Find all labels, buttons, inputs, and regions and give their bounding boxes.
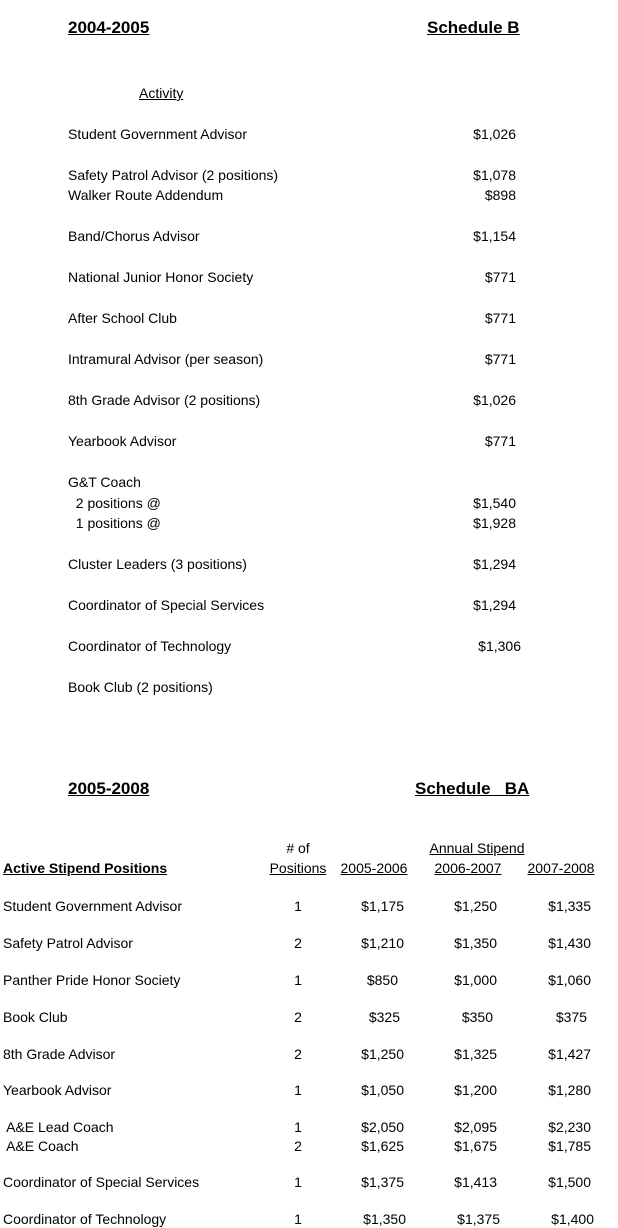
year-2007-2008-header: 2007-2008 xyxy=(527,860,595,876)
s1-row-label: After School Club xyxy=(68,310,177,326)
s2-row-positions: 1 xyxy=(294,1211,302,1227)
s2-row-positions: 2 xyxy=(294,935,302,951)
s2-row-positions: 1 xyxy=(294,1119,302,1135)
s2-row-2007-2008: $1,335 xyxy=(548,898,591,914)
s1-row-value: $771 xyxy=(484,433,516,449)
s2-row-2005-2006: $1,175 xyxy=(361,898,404,914)
s2-row-2005-2006: $1,210 xyxy=(361,935,404,951)
s1-row-label: Book Club (2 positions) xyxy=(68,679,213,695)
s2-row-2006-2007: $2,095 xyxy=(454,1119,497,1135)
s2-row-2006-2007: $1,375 xyxy=(457,1211,500,1227)
positions-header: Positions xyxy=(269,860,327,876)
s1-row-label: G&T Coach xyxy=(68,474,141,490)
s2-row-label: Coordinator of Technology xyxy=(3,1211,167,1227)
s2-row-positions: 2 xyxy=(294,1138,302,1154)
s1-row-label: Coordinator of Technology xyxy=(68,638,232,654)
s2-row-2005-2006: $1,050 xyxy=(361,1082,404,1098)
s2-row-2007-2008: $1,400 xyxy=(551,1211,594,1227)
section2-year-heading: 2005-2008 xyxy=(68,779,150,798)
section1-schedule-heading: Schedule B xyxy=(427,18,520,37)
s2-row-2007-2008: $375 xyxy=(555,1009,587,1025)
s1-row-value: $1,294 xyxy=(473,556,516,572)
s2-row-label: Coordinator of Special Services xyxy=(3,1174,200,1190)
s1-row-value: $1,294 xyxy=(473,597,516,613)
s1-row-label: 2 positions @ xyxy=(68,495,161,511)
s1-row-label: Walker Route Addendum xyxy=(68,187,224,203)
s1-row-value: $771 xyxy=(484,269,516,285)
s2-row-label: Yearbook Advisor xyxy=(3,1082,112,1098)
s1-row-label: Intramural Advisor (per season) xyxy=(68,351,264,367)
s1-row-value: $1,928 xyxy=(473,515,516,531)
s1-row-label: Cluster Leaders (3 positions) xyxy=(68,556,247,572)
s2-row-2006-2007: $1,675 xyxy=(454,1138,497,1154)
s1-row-value: $1,154 xyxy=(473,228,516,244)
section1-activity-header: Activity xyxy=(139,85,184,101)
s2-row-2005-2006: $1,350 xyxy=(363,1211,406,1227)
s1-row-label: Band/Chorus Advisor xyxy=(68,228,200,244)
s1-row-value: $898 xyxy=(484,187,516,203)
active-stipend-positions-header: Active Stipend Positions xyxy=(3,860,168,876)
s2-row-2006-2007: $1,325 xyxy=(454,1046,497,1062)
s2-row-2006-2007: $1,250 xyxy=(454,898,497,914)
s2-row-2007-2008: $1,060 xyxy=(548,972,591,988)
s2-row-label: 8th Grade Advisor xyxy=(3,1046,116,1062)
s2-row-2007-2008: $1,427 xyxy=(548,1046,591,1062)
s2-row-2006-2007: $1,200 xyxy=(454,1082,497,1098)
s1-row-label: Coordinator of Special Services xyxy=(68,597,265,613)
s1-row-value: $771 xyxy=(484,310,516,326)
s2-row-label: Student Government Advisor xyxy=(3,898,182,914)
s2-row-2006-2007: $1,350 xyxy=(454,935,497,951)
s2-row-2006-2007: $1,000 xyxy=(454,972,497,988)
s2-row-2006-2007: $1,413 xyxy=(454,1174,497,1190)
s1-row-label: 8th Grade Advisor (2 positions) xyxy=(68,392,261,408)
s1-row-label: Safety Patrol Advisor (2 positions) xyxy=(68,167,279,183)
s2-row-2005-2006: $325 xyxy=(368,1009,400,1025)
s2-row-2007-2008: $2,230 xyxy=(548,1119,591,1135)
s2-row-2007-2008: $1,430 xyxy=(548,935,591,951)
s2-row-2005-2006: $1,625 xyxy=(361,1138,404,1154)
s1-row-value: $771 xyxy=(484,351,516,367)
s2-row-positions: 2 xyxy=(294,1046,302,1062)
s2-row-label: Book Club xyxy=(3,1009,68,1025)
s2-row-label: A&E Coach xyxy=(3,1138,79,1154)
num-of-header: # of xyxy=(286,840,310,856)
s2-row-2005-2006: $850 xyxy=(366,972,398,988)
s2-row-2005-2006: $2,050 xyxy=(361,1119,404,1135)
annual-stipend-header: Annual Stipend xyxy=(429,840,525,856)
s2-row-2007-2008: $1,500 xyxy=(548,1174,591,1190)
s2-row-label: Safety Patrol Advisor xyxy=(3,935,133,951)
s2-row-2007-2008: $1,280 xyxy=(548,1082,591,1098)
s1-row-label: Yearbook Advisor xyxy=(68,433,177,449)
s2-row-2006-2007: $350 xyxy=(461,1009,493,1025)
s1-row-value: $1,078 xyxy=(473,167,516,183)
s1-row-value: $1,540 xyxy=(473,495,516,511)
s2-row-positions: 1 xyxy=(294,898,302,914)
s2-row-2005-2006: $1,250 xyxy=(361,1046,404,1062)
year-2005-2006-header: 2005-2006 xyxy=(340,860,408,876)
s2-row-label: Panther Pride Honor Society xyxy=(3,972,181,988)
s2-row-positions: 1 xyxy=(294,1082,302,1098)
section2-schedule-heading: Schedule BA xyxy=(415,779,530,798)
s1-row-label: National Junior Honor Society xyxy=(68,269,254,285)
s2-row-label: A&E Lead Coach xyxy=(3,1119,114,1135)
s2-row-positions: 1 xyxy=(294,972,302,988)
s1-row-value: $1,026 xyxy=(473,392,516,408)
s2-row-positions: 2 xyxy=(294,1009,302,1025)
s1-row-value: $1,026 xyxy=(473,126,516,142)
section1-year-heading: 2004-2005 xyxy=(68,18,150,37)
s2-row-2007-2008: $1,785 xyxy=(548,1138,591,1154)
s1-row-label: 1 positions @ xyxy=(68,515,161,531)
s2-row-positions: 1 xyxy=(294,1174,302,1190)
s1-row-value: $1,306 xyxy=(478,638,521,654)
s1-row-label: Student Government Advisor xyxy=(68,126,247,142)
year-2006-2007-header: 2006-2007 xyxy=(434,860,502,876)
s2-row-2005-2006: $1,375 xyxy=(361,1174,404,1190)
